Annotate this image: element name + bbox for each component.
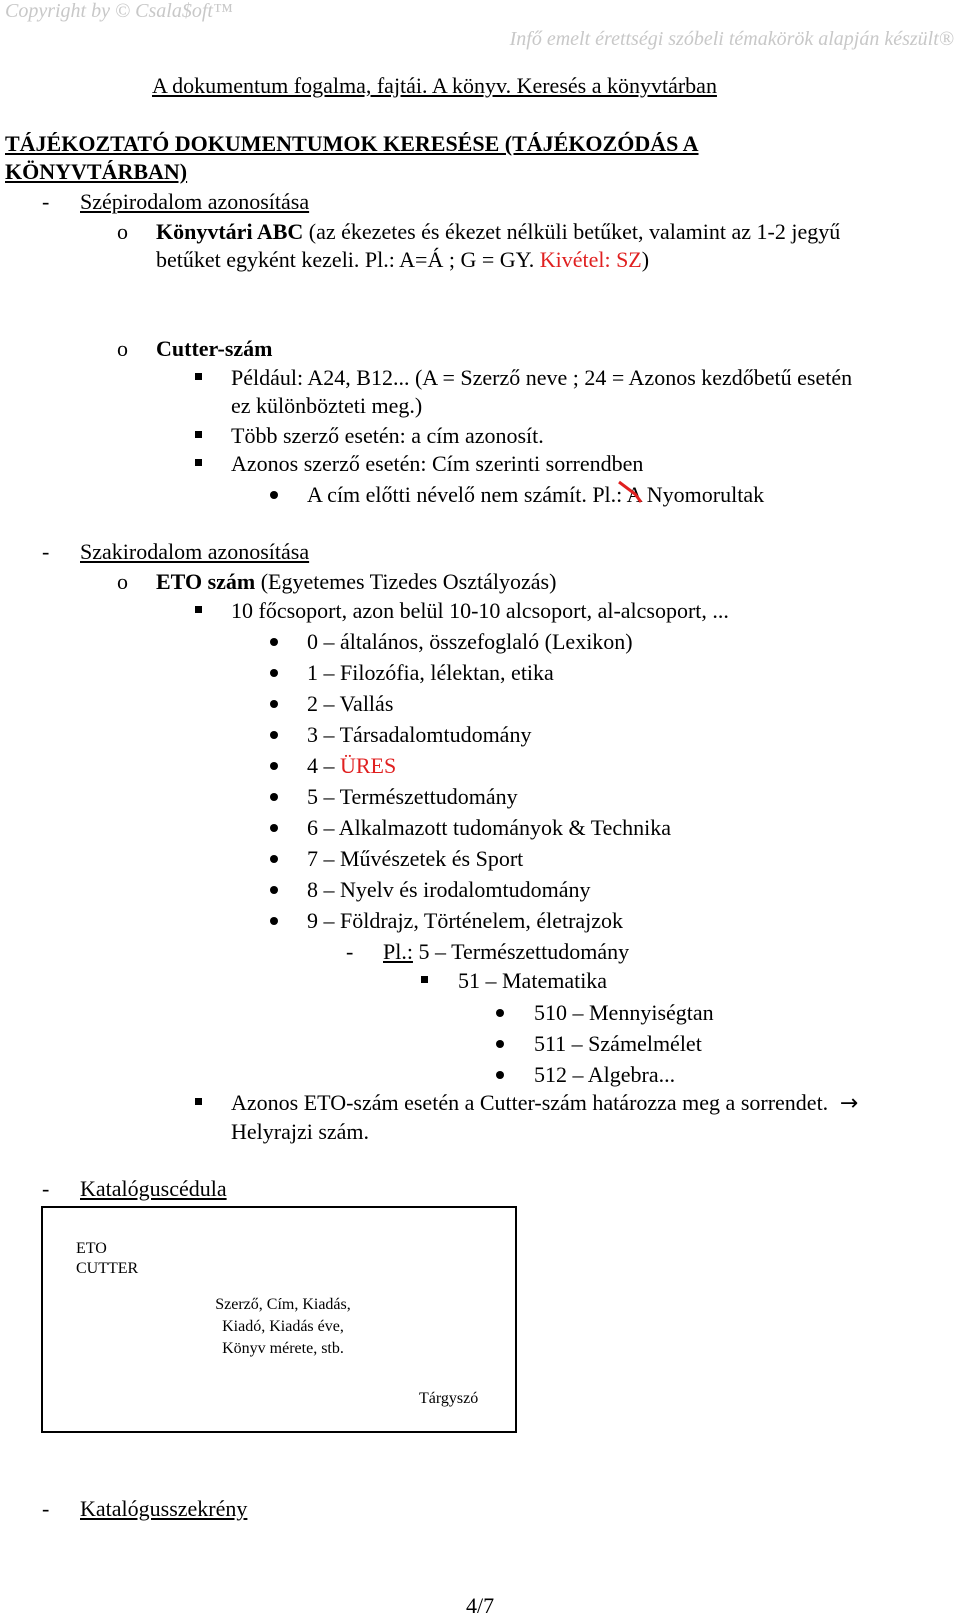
eto-class-label: Művészetek és Sport (340, 846, 524, 871)
example-prefix: Pl.: (383, 939, 413, 964)
square-bullet-icon (195, 1098, 202, 1105)
o-bullet: o (117, 219, 128, 244)
card-desc-2: Kiadó, Kiadás éve, (222, 1318, 344, 1335)
szepirodalom-heading: Szépirodalom azonosítása (80, 189, 310, 214)
katalogus-heading: Katalóguscédula (80, 1176, 227, 1201)
article-rest: Nyomorultak (646, 482, 765, 507)
arrow-right-icon: → (839, 1091, 859, 1116)
example-text: 5 – Természettudomány (412, 939, 630, 964)
szakirodalom-heading: Szakirodalom azonosítása (80, 539, 310, 564)
eto-class-label: Alkalmazott tudományok & Technika (338, 815, 672, 840)
eto-class-item (307, 845, 523, 873)
round-bullet-icon (270, 762, 278, 770)
card-cutter: CUTTER (76, 1260, 139, 1277)
eto-class-label: Földrajz, Történelem, életrajzok (340, 908, 624, 933)
round-bullet-icon (496, 1009, 504, 1017)
round-bullet-icon (270, 491, 278, 499)
eto-text: (Egyetemes Tizedes Osztályozás) (255, 569, 557, 594)
eto-class-item (307, 659, 554, 687)
same-eto-line2: Helyrajzi szám. (231, 1119, 370, 1144)
page-number: 4/7 (466, 1593, 495, 1618)
square-bullet-icon (195, 606, 202, 613)
round-bullet-icon (270, 638, 278, 646)
eto-class-item (307, 907, 623, 935)
document-title: A dokumentum fogalma, fajtái. A könyv. Keresés a könyvtárban (152, 73, 717, 98)
eto-class-item (307, 783, 518, 811)
round-bullet-icon (270, 793, 278, 801)
round-bullet-icon (270, 669, 278, 677)
eto-class-item (307, 876, 591, 904)
article-note-prefix: A cím előtti névelő nem számít. Pl.: (307, 482, 627, 507)
eto-line (156, 568, 556, 596)
round-bullet-icon (270, 700, 278, 708)
eto-class-label: Vallás (339, 691, 394, 716)
round-bullet-icon (496, 1071, 504, 1079)
card-subject: Tárgyszó (419, 1390, 479, 1407)
eto-class-item (307, 690, 393, 718)
round-bullet-icon (270, 886, 278, 894)
cutter-item-1: Például: A24, B12... (A = Szerző neve ; 24 = Azonos kezdőbetű esetén (231, 365, 853, 390)
eto-class-number: 5 – (307, 784, 340, 809)
eto-class-label: Nyelv és irodalomtudomány (340, 877, 591, 902)
abc-bold: Könyvtári ABC (156, 219, 304, 244)
round-bullet-icon (496, 1040, 504, 1048)
abc-text2: betűket egyként kezeli. Pl.: A=Á ; G = GY. (156, 247, 540, 272)
section-title-line1: TÁJÉKOZTATÓ DOKUMENTUMOK KERESÉSE (TÁJÉKOZÓDÁS A (5, 131, 699, 156)
eto-class-number: 2 – (307, 691, 340, 716)
example-line (383, 938, 629, 966)
eto-class-number: 3 – (307, 722, 340, 747)
o-bullet: o (117, 336, 128, 361)
cutter-item-1-cont: ez különbözteti meg.) (231, 393, 423, 418)
sub-class-1: 511 – Számelmélet (534, 1031, 702, 1056)
same-eto-line1: Azonos ETO-szám esetén a Cutter-szám határozza meg a sorrendet. → (231, 1090, 859, 1116)
card-desc-1: Szerző, Cím, Kiadás, (215, 1296, 351, 1313)
round-bullet-icon (270, 855, 278, 863)
subtitle-header: Infő emelt érettségi szóbeli témakörök alapján készült® (509, 28, 954, 50)
card-eto: ETO (76, 1240, 107, 1257)
round-bullet-icon (270, 917, 278, 925)
eto-class-item (307, 752, 396, 780)
eto-class-number: 0 – (307, 629, 340, 654)
card-desc-3: Könyv mérete, stb. (222, 1340, 344, 1357)
eto-class-item (307, 721, 531, 749)
groups-text: 10 főcsoport, azon belül 10-10 alcsoport, al-alcsoport, ... (231, 598, 729, 623)
article-note (307, 481, 764, 509)
catalog-card (41, 1206, 517, 1433)
eto-class-number: 7 – (307, 846, 340, 871)
eto-class-number: 1 – (307, 660, 340, 685)
dash-marker: - (42, 1496, 50, 1521)
abc-line1 (156, 218, 840, 246)
eto-class-number: 4 – (307, 753, 340, 778)
section-title-line2: KÖNYVTÁRBAN) (5, 159, 188, 184)
eto-class-item (307, 814, 671, 842)
dash-marker: - (42, 189, 50, 214)
cutter-title: Cutter-szám (156, 336, 273, 361)
szekreny-heading: Katalógusszekrény (80, 1496, 248, 1521)
eto-class-item (307, 628, 633, 656)
round-bullet-icon (270, 824, 278, 832)
abc-exception: Kivétel: SZ (539, 247, 642, 272)
eto-class-number: 6 – (307, 815, 339, 840)
article-struck: A (627, 482, 647, 507)
square-bullet-icon (195, 459, 202, 466)
eto-class-number: 8 – (307, 877, 340, 902)
math-line: 51 – Matematika (458, 968, 608, 993)
dash-marker: - (42, 1176, 50, 1201)
dash-marker: - (346, 939, 354, 964)
sub-class-2: 512 – Algebra... (534, 1062, 676, 1087)
dash-marker: - (42, 539, 50, 564)
o-bullet: o (117, 569, 128, 594)
round-bullet-icon (270, 731, 278, 739)
sub-class-0: 510 – Mennyiségtan (534, 1000, 714, 1025)
eto-class-label: Filozófia, lélektan, etika (340, 660, 554, 685)
cutter-item-3: Azonos szerző esetén: Cím szerinti sorrendben (231, 451, 644, 476)
square-bullet-icon (421, 976, 428, 983)
abc-line2 (156, 246, 649, 274)
eto-class-label: általános, összefoglaló (Lexikon) (340, 629, 633, 654)
square-bullet-icon (195, 431, 202, 438)
square-bullet-icon (195, 373, 202, 380)
abc-close: ) (641, 247, 650, 272)
abc-text1: (az ékezetes és ékezet nélküli betűket, valamint az 1-2 jegyű (303, 219, 841, 244)
eto-class-label: Társadalomtudomány (339, 722, 532, 747)
strike-mark-icon (615, 476, 655, 510)
eto-bold: ETO szám (156, 569, 256, 594)
eto-class-number: 9 – (307, 908, 340, 933)
eto-class-label: ÜRES (340, 753, 397, 778)
eto-class-label: Természettudomány (339, 784, 518, 809)
copyright-header: Copyright by © Csala$oft™ (5, 0, 233, 22)
cutter-item-2: Több szerző esetén: a cím azonosít. (231, 423, 544, 448)
